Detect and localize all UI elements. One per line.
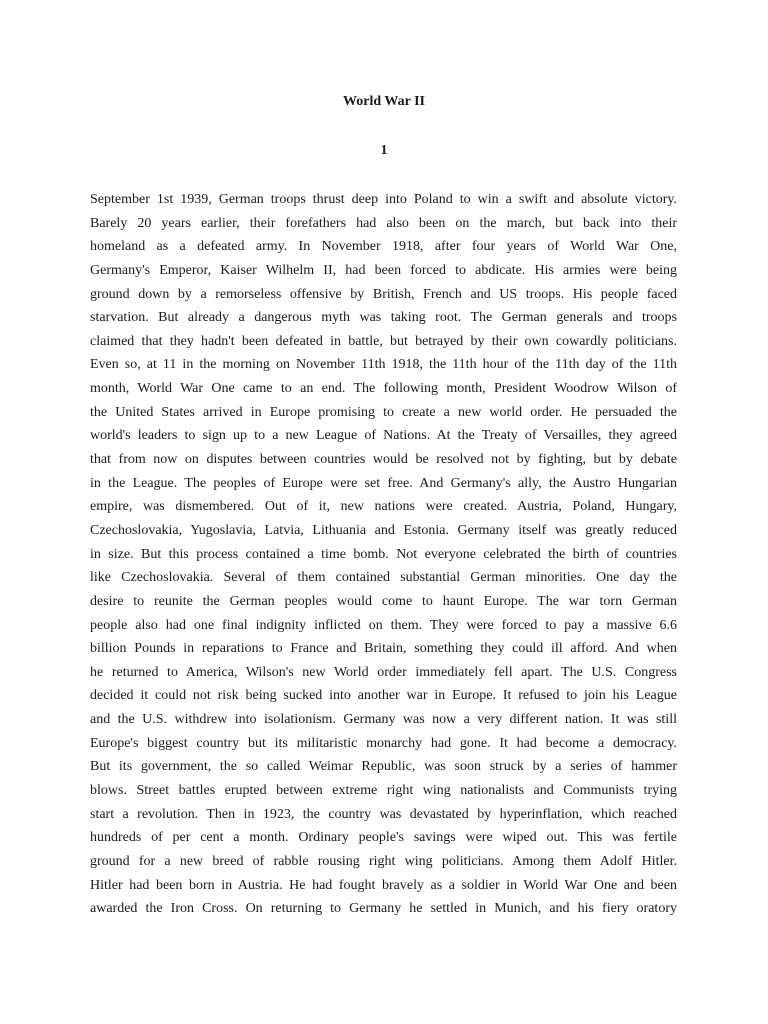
text-line: and the U.S. withdrew into isolationism. Germany was now a very different nation. It was still bbox=[90, 712, 677, 728]
text-line: ground for a new breed of rabble rousing right wing politicians. Among them Adolf Hitler. bbox=[90, 853, 677, 869]
text-line: homeland as a defeated army. In November 1918, after four years of World War One, bbox=[90, 239, 677, 255]
text-line: decided it could not risk being sucked into another war in Europe. It refused to join his League bbox=[90, 688, 677, 704]
text-line: people also had one final indignity inflicted on them. They were forced to pay a massive 6.6 bbox=[90, 617, 677, 633]
text-line: hundreds of per cent a month. Ordinary people's savings were wiped out. This was fertile bbox=[90, 830, 677, 846]
text-line: awarded the Iron Cross. On returning to Germany he settled in Munich, and his fiery oratory bbox=[90, 901, 677, 917]
text-line: Czechoslovakia, Yugoslavia, Latvia, Lithuania and Estonia. Germany itself was greatly reduced bbox=[90, 522, 677, 538]
text-line: ground down by a remorseless offensive by British, French and US troops. His people faced bbox=[90, 286, 677, 302]
text-line: But its government, the so called Weimar Republic, was soon struck by a series of hammer bbox=[90, 759, 677, 775]
text-line: desire to reunite the German peoples would come to haunt Europe. The war torn German bbox=[90, 593, 677, 609]
text-line: the United States arrived in Europe promising to create a new world order. He persuaded the bbox=[90, 404, 677, 420]
text-line: Hitler had been born in Austria. He had fought bravely as a soldier in World War One and been bbox=[90, 877, 677, 893]
text-line: starvation. But already a dangerous myth was taking root. The German generals and troops bbox=[90, 310, 677, 326]
text-line: month, World War One came to an end. The following month, President Woodrow Wilson of bbox=[90, 381, 677, 397]
text-line: start a revolution. Then in 1923, the country was devastated by hyperinflation, which reached bbox=[90, 806, 677, 822]
chapter-number: 1 bbox=[380, 143, 388, 158]
text-line: Barely 20 years earlier, their forefathers had also been on the march, but back into their bbox=[90, 215, 677, 231]
text-line: billion Pounds in reparations to France and Britain, something they could ill afford. And when bbox=[90, 641, 677, 657]
text-line: blows. Street battles erupted between extreme right wing nationalists and Communists trying bbox=[90, 783, 677, 799]
text-line: September 1st 1939, German troops thrust deep into Poland to win a swift and absolute victory. bbox=[90, 192, 677, 207]
text-line: Europe's biggest country but its militaristic monarchy had gone. It had become a democracy. bbox=[90, 735, 677, 751]
text-line: he returned to America, Wilson's new World order immediately fell apart. The U.S. Congress bbox=[90, 664, 677, 680]
text-line: that from now on disputes between countries would be resolved not by fighting, but by debate bbox=[90, 452, 677, 468]
text-line: Even so, at 11 in the morning on November 11th 1918, the 11th hour of the 11th day of the 11th bbox=[90, 357, 677, 373]
text-line: in size. But this process contained a time bomb. Not everyone celebrated the birth of countries bbox=[90, 546, 677, 562]
text-line: in the League. The peoples of Europe were set free. And Germany's ally, the Austro Hungarian bbox=[90, 475, 677, 491]
text-line: empire, was dismembered. Out of it, new nations were created. Austria, Poland, Hungary, bbox=[90, 499, 677, 515]
text-line: like Czechoslovakia. Several of them contained substantial German minorities. One day the bbox=[90, 570, 677, 586]
body-paragraph bbox=[90, 188, 677, 921]
text-line: claimed that they hadn't been defeated in battle, but betrayed by their own cowardly politicians. bbox=[90, 333, 677, 349]
text-line: Germany's Emperor, Kaiser Wilhelm II, had been forced to abdicate. His armies were being bbox=[90, 262, 677, 278]
text-line: world's leaders to sign up to a new League of Nations. At the Treaty of Versailles, they agreed bbox=[90, 428, 677, 444]
document-title: World War II bbox=[343, 94, 425, 109]
